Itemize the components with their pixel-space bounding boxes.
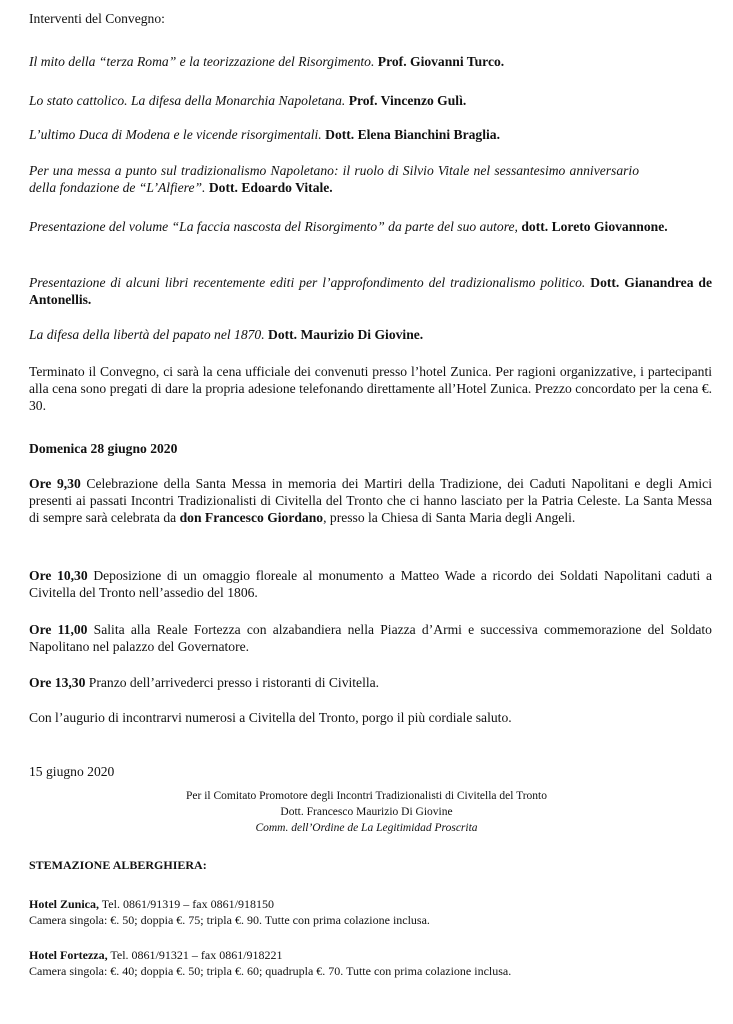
signature-title: Comm. dell’Ordine de La Legitimidad Proscrita [255, 822, 478, 834]
hotel-contact: Hotel Zunica, Tel. 0861/91319 – fax 0861/918150 [29, 897, 274, 911]
schedule-time: Ore 9,30 [29, 476, 81, 491]
schedule-item: Ore 9,30 Celebrazione della Santa Messa in memoria dei Martiri della Tradizione, dei Caduti Napolitani e degli Amici presenti ai passati Incontri Tradizionalisti di Civitella del Tronto che ci hanno lasciato per la Patria Celeste. La Santa Messa di sempre sarà celebrata da don Francesco Giordano, presso la Chiesa di Santa Maria degli Angeli. [29, 476, 712, 525]
talk-item [29, 53, 712, 70]
schedule-time: Ore 11,00 [29, 622, 88, 637]
letter-date: 15 giugno 2020 [29, 764, 115, 779]
talk-title: L’ultimo Duca di Modena e le vicende risorgimentali. [29, 127, 322, 142]
signature-committee: Per il Comitato Promotore degli Incontri Tradizionalisti di Civitella del Tronto [186, 790, 547, 802]
hotel-name: Hotel Zunica, [29, 897, 100, 911]
talk-speaker: Dott. Maurizio Di Giovine. [268, 327, 424, 342]
closing-greeting: Con l’augurio di incontrarvi numerosi a Civitella del Tronto, porgo il più cordiale saluto. [29, 710, 512, 725]
talk-speaker: Dott. Gianandrea de Antonellis. [29, 275, 713, 307]
schedule-item: Ore 13,30 Pranzo dell’arrivederci presso i ristoranti di Civitella. [29, 675, 380, 690]
schedule-time: Ore 10,30 [29, 568, 88, 583]
schedule-item: Ore 10,30 Deposizione di un omaggio floreale al monumento a Matteo Wade a ricordo dei Soldati Napolitani caduti a Civitella del Tronto nell’assedio del 1806. [29, 568, 712, 600]
talk-title: Per una messa a punto sul tradizionalismo Napoletano: il ruolo di Silvio Vitale nel sessantesimo anniversario della fondazione de “L’Alfiere”. [29, 163, 639, 195]
talk-speaker: Dott. Elena Bianchini Braglia. [325, 127, 500, 142]
talk-title: Lo stato cattolico. La difesa della Monarchia Napoletana. [29, 93, 346, 108]
talk-item [29, 218, 712, 235]
hotel-name: Hotel Fortezza, [29, 948, 108, 962]
talk-item [29, 162, 639, 196]
talk-title: Presentazione di alcuni libri recentemente editi per l’approfondimento del tradizionalismo politico. [29, 275, 586, 290]
talk-title: Il mito della “terza Roma” e la teorizzazione del Risorgimento. [29, 54, 375, 69]
talk-speaker: Prof. Giovanni Turco. [377, 54, 505, 69]
talk-speaker: Dott. Edoardo Vitale. [208, 180, 333, 195]
celebrant-name: don Francesco Giordano [179, 510, 324, 525]
talk-item [29, 126, 712, 143]
talk-title: Presentazione del volume “La faccia nascosta del Risorgimento” da parte del suo autore, [29, 219, 518, 234]
sunday-heading: Domenica 28 giugno 2020 [29, 441, 178, 456]
talk-item [29, 274, 712, 308]
conference-heading: Interventi del Convegno: [29, 11, 165, 26]
talk-speaker: dott. Loreto Giovannone. [521, 219, 668, 234]
talk-speaker: Prof. Vincenzo Gulì. [348, 93, 467, 108]
schedule-time: Ore 13,30 [29, 675, 86, 690]
lodging-heading: STEMAZIONE ALBERGHIERA: [29, 858, 207, 872]
talk-item [29, 326, 712, 343]
hotel-rates: Camera singola: €. 40; doppia €. 50; tripla €. 60; quadrupla €. 70. Tutte con prima colazione inclusa. [29, 964, 512, 978]
dinner-paragraph: Terminato il Convegno, ci sarà la cena ufficiale dei convenuti presso l’hotel Zunica. Per ragioni organizzative, i partecipanti alla cena sono pregati di dare la propria adesione telefonando direttamente all’Hotel Zunica. Prezzo concordato per la cena €. 30. [29, 364, 712, 413]
talk-title: La difesa della libertà del papato nel 1870. [29, 327, 265, 342]
hotel-contact: Hotel Fortezza, Tel. 0861/91321 – fax 0861/918221 [29, 948, 283, 962]
talk-item [29, 92, 712, 109]
hotel-rates: Camera singola: €. 50; doppia €. 75; tripla €. 90. Tutte con prima colazione inclusa. [29, 913, 430, 927]
signature-name: Dott. Francesco Maurizio Di Giovine [280, 806, 453, 818]
schedule-item: Ore 11,00 Salita alla Reale Fortezza con alzabandiera nella Piazza d’Armi e successiva commemorazione del Soldato Napolitano nel palazzo del Governatore. [29, 622, 712, 654]
